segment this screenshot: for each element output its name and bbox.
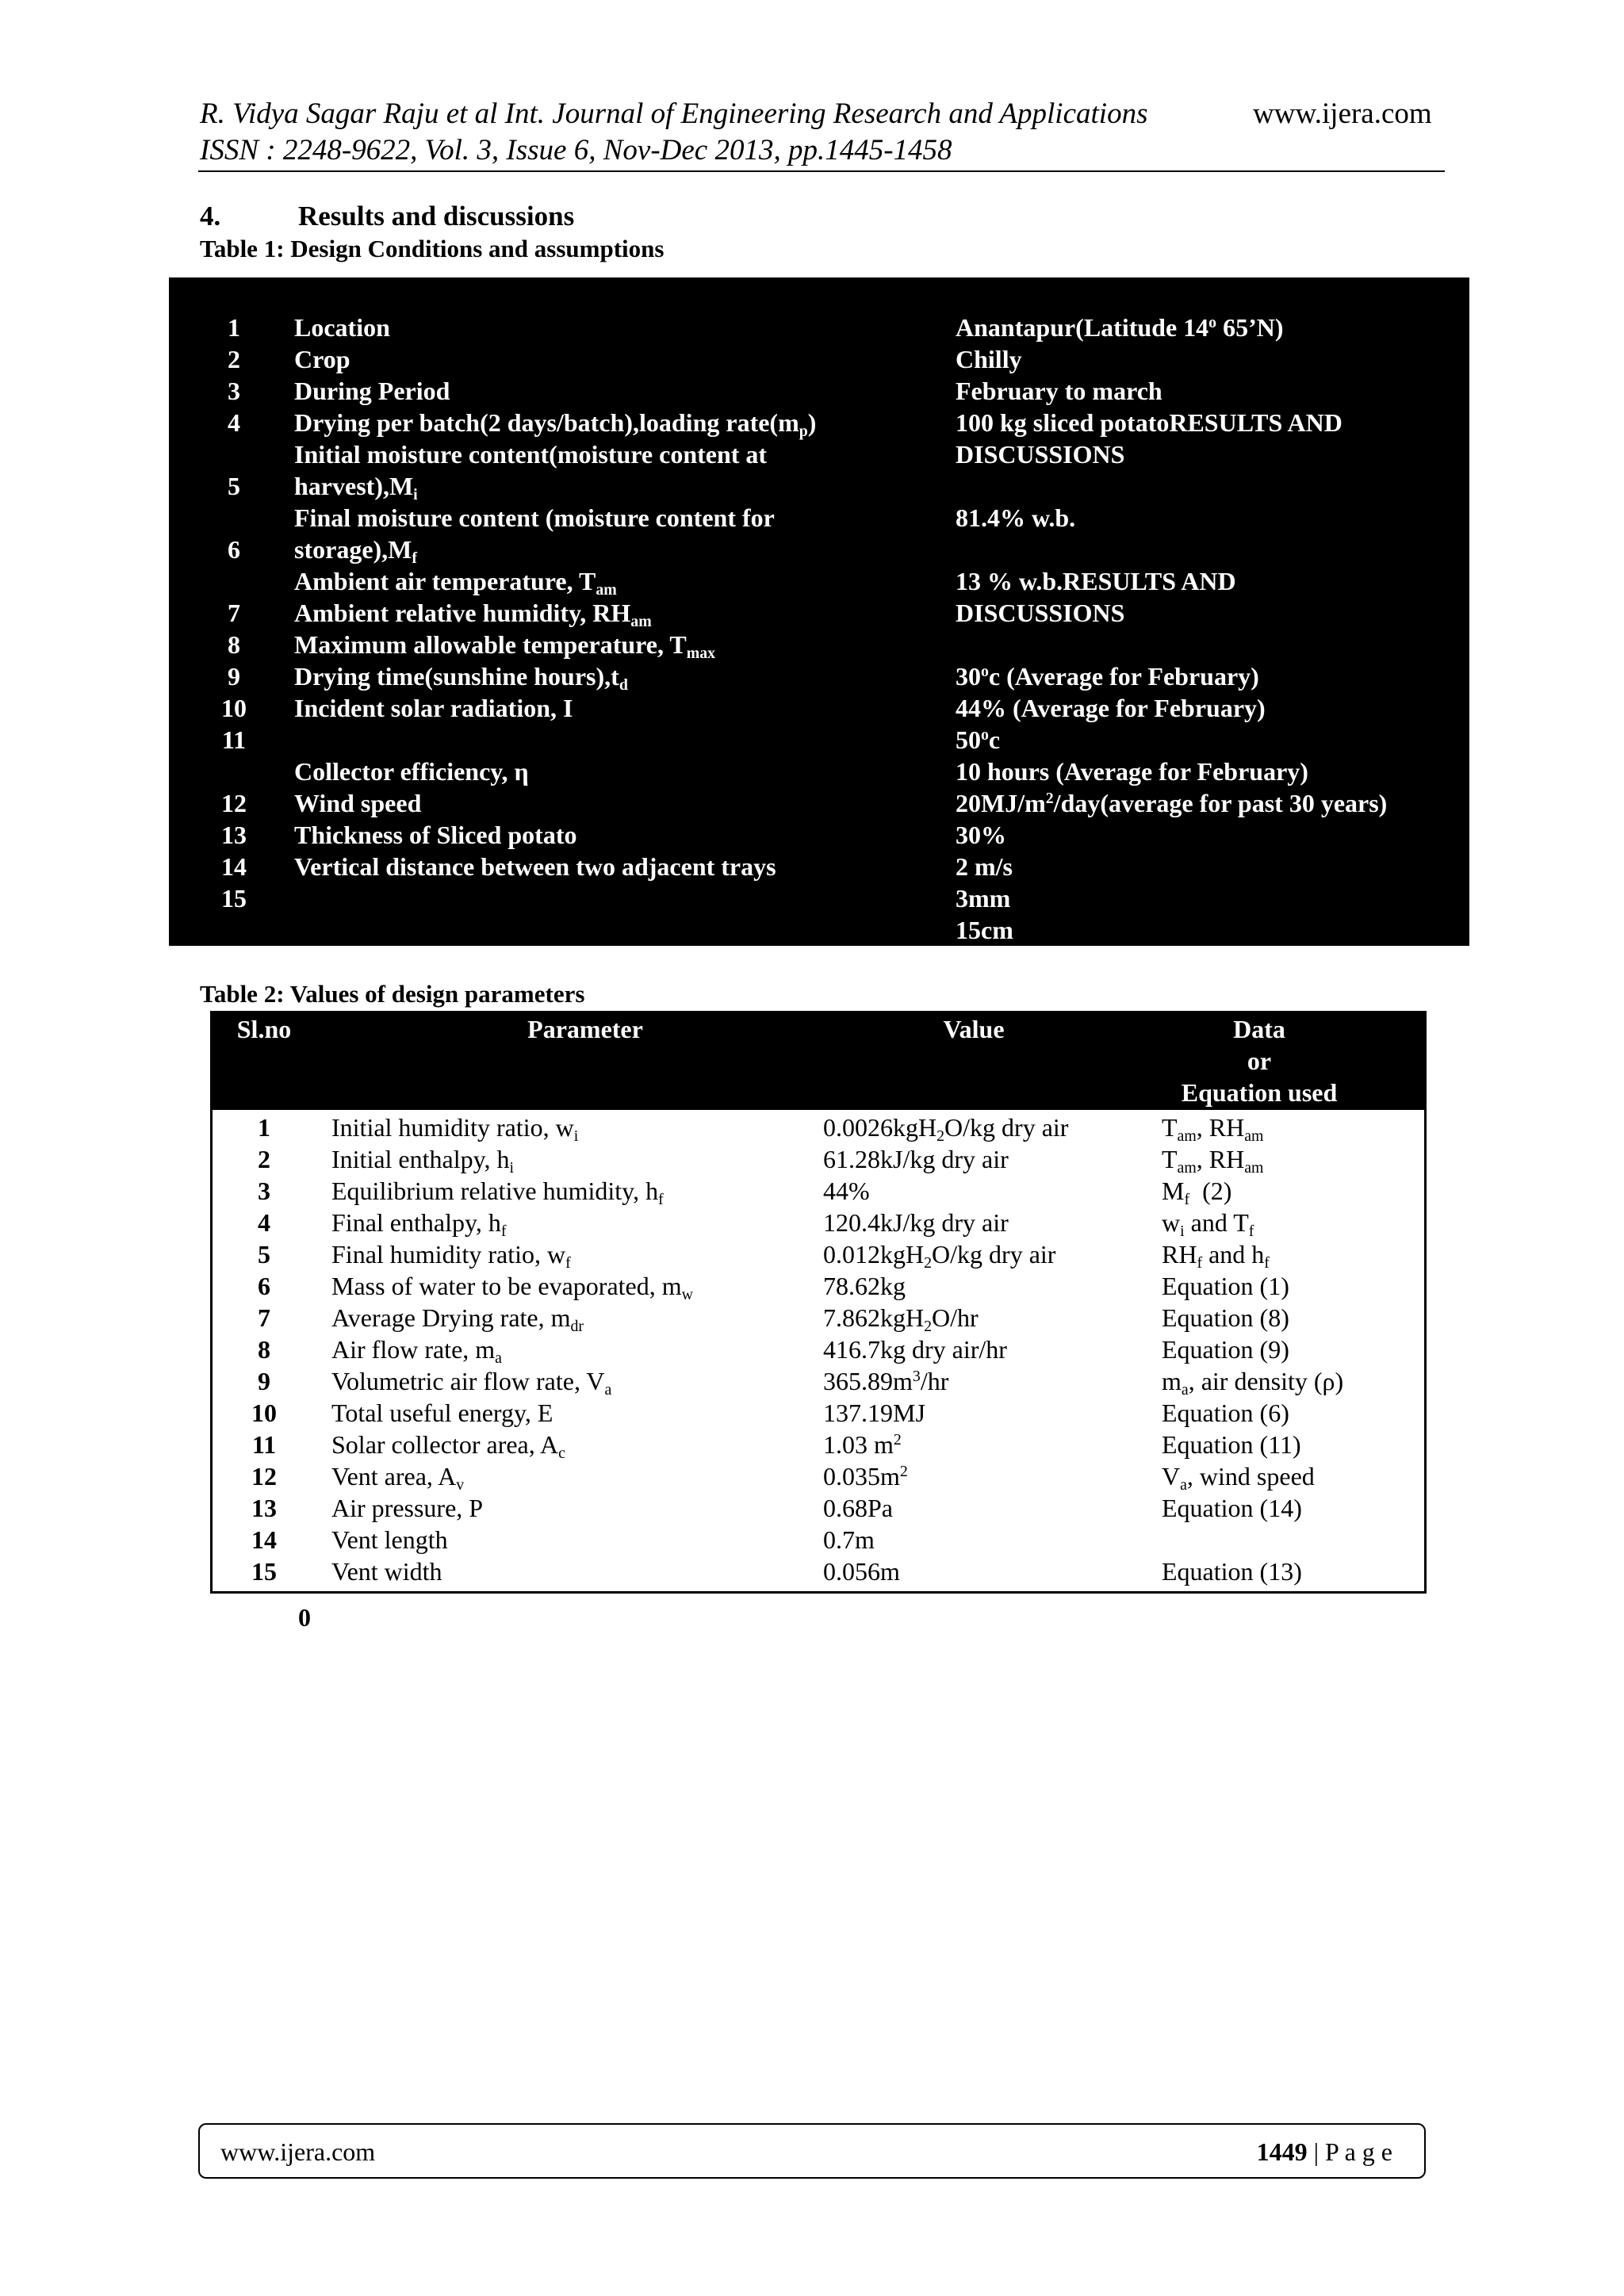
stray-zero: 0 (298, 1603, 311, 1632)
t1-label: Ambient relative humidity, $RH_{am}$ (294, 599, 652, 630)
t1-label: Drying time(sunshine $hours),t_d$ (294, 662, 628, 694)
table1-caption: Table 1: Design Conditions and assumptions (200, 235, 665, 262)
t1-num: 13 (221, 821, 247, 849)
header-value: Value (943, 1015, 1005, 1043)
header-slno: Sl.no (236, 1015, 292, 1043)
t1-num: 15 (221, 884, 247, 913)
t1-value: 100 kg sliced potatoRESULTS AND (956, 408, 1342, 437)
header-rule (198, 170, 1445, 172)
table2-caption: Table 2: Values of design parameters (200, 980, 585, 1008)
table-row: 13 Air pressure, P 0.68Pa Equation (14) (251, 1494, 1302, 1522)
t1-value: $20MJ/m^2/day(average$ for past 30 years) (956, 789, 1388, 817)
t1-value: 13 % w.b.RESULTS AND (956, 567, 1236, 595)
t1-value: 10 hours (Average for February) (956, 757, 1308, 786)
t1-label: Location (294, 313, 390, 342)
t1-value: February to march (956, 377, 1162, 405)
page-footer (198, 2123, 1426, 2179)
t1-num: 3 (228, 377, 240, 405)
t1-num: 12 (221, 789, 247, 817)
table-row: 10 Total useful energy, E 137.19MJ Equation (6) (251, 1399, 1289, 1427)
t1-value: 3mm (956, 884, 1011, 913)
t1-value: 44% (Average for February) (956, 694, 1266, 722)
t1-num: 2 (228, 345, 240, 373)
table-row: 8 Air flow rate, $m_a$ 416.7kg dry air/hr Equation (9) (258, 1335, 1289, 1367)
t1-label: Final moisture content (moisture content for (294, 503, 775, 532)
table-row: 7 Average Drying rate, $m_{dr}$ 7.862kgH$_2$O/hr Equation (8) (258, 1303, 1289, 1335)
table-row: 5 Final humidity ratio, $w_f$ 0.012kgH$_2$O/kg dry air $RH_f$ and $h_f$ (258, 1240, 1270, 1272)
footer-page (1257, 2136, 1392, 2168)
t1-num: 6 (228, 535, 240, 564)
t1-num: 14 (221, 852, 247, 881)
table-row: 14 Vent length 0.7m (251, 1525, 875, 1554)
running-header-url: www.ijera.com (1253, 98, 1432, 130)
table1-design-conditions (169, 277, 1469, 946)
t1-label: Ambient air temperature, $T_{am}$ (294, 567, 617, 599)
t1-value: 50$^o$c (956, 725, 1001, 754)
table2-design-parameters (210, 1011, 1427, 1594)
t1-value: 15cm (956, 916, 1013, 944)
t1-label: Wind speed (294, 789, 422, 817)
t1-num: 4 (228, 408, 240, 437)
table-row: 12 Vent area, $A_v$ $0.035m^2$ $V_a$, wind speed (251, 1462, 1315, 1494)
t1-value: Chilly (956, 345, 1022, 373)
t1-value: DISCUSSIONS (956, 440, 1125, 469)
table-row: 2 Initial enthalpy, $h_i$ 61.28kJ/kg dry air $T_{am}$, $RH_{am}$ (258, 1145, 1264, 1177)
table-row: 3 Equilibrium relative humidity, $h_f$ 44% $M_f$ (2) (258, 1177, 1232, 1208)
section-number: 4. (200, 201, 221, 232)
t1-value: 30$^o$c (Average for February) (956, 662, 1259, 691)
header-equation-used: Equation used (1181, 1078, 1338, 1107)
t1-num: 5 (228, 472, 240, 500)
t1-value: 2 m/s (956, 852, 1013, 881)
t1-value: 81.4% w.b. (956, 503, 1076, 532)
footer-url[interactable]: www.ijera.com (220, 2137, 376, 2166)
running-header-issn: ISSN : 2248-9622, Vol. 3, Issue 6, Nov-Dec 2013, pp.1445-1458 (200, 134, 952, 166)
t1-label: Initial moisture content(moisture content at (294, 440, 768, 469)
t1-label: Incident solar radiation, I (294, 694, 573, 722)
page-number: 1449 (1256, 2137, 1308, 2166)
t1-label: Crop (294, 345, 350, 373)
t1-value: Anantapur(Latitude 14$^o$ 65’N) (956, 313, 1284, 342)
header-parameter: Parameter (527, 1015, 643, 1043)
t1-num: 7 (228, 599, 240, 627)
table2-header (213, 1013, 1424, 1110)
table-row: 6 Mass of water to be evaporated, $m_w$ 78.62kg Equation (1) (258, 1272, 1289, 1303)
t1-label: Drying per batch(2 days/batch),loading $rate(m_p)$ (294, 408, 817, 440)
page-label: | P a g e (1307, 2137, 1392, 2166)
header-data: Data (1233, 1015, 1285, 1043)
table-row: 15 Vent width 0.056m Equation (13) (251, 1557, 1302, 1586)
t1-label: Maximum allowable temperature, $T_{max}$ (294, 630, 716, 662)
section-title: Results and discussions (298, 201, 575, 232)
t1-value: DISCUSSIONS (956, 599, 1125, 627)
t1-value: 30% (956, 821, 1006, 849)
table-row: 9 Volumetric air flow rate, $V_a$ $365.89m^3/hr$ $m_a$, air density (ρ) (258, 1367, 1344, 1399)
t1-num: 9 (228, 662, 240, 691)
header-or: or (1247, 1047, 1272, 1075)
table-row: 1 Initial humidity ratio, $w_i$ 0.0026kgH$_2$O/kg dry air $T_{am}$, $RH_{am}$ (258, 1113, 1264, 1145)
t1-num: 10 (221, 694, 247, 722)
t1-label: $harvest),M_i$ (294, 472, 418, 503)
t1-num: 11 (221, 725, 247, 754)
running-header-journal: R. Vidya Sagar Raju et al Int. Journal of Engineering Research and Applications (200, 98, 1148, 130)
t1-num: 8 (228, 630, 240, 659)
table-row: 4 Final enthalpy, $h_f$ 120.4kJ/kg dry air $w_i$ and $T_f$ (258, 1208, 1254, 1240)
table-row: 11 Solar collector area, $A_c$ 1.03 $m^2$ Equation (11) (251, 1430, 1301, 1462)
t1-label: $storage),M_f$ (294, 535, 417, 567)
t1-label: Vertical distance between two adjacent trays (294, 852, 776, 881)
t1-label: Collector efficiency, η (294, 757, 529, 786)
t1-label: During Period (294, 377, 450, 405)
t1-label: Thickness of Sliced potato (294, 821, 577, 849)
t1-num: 1 (228, 313, 240, 342)
